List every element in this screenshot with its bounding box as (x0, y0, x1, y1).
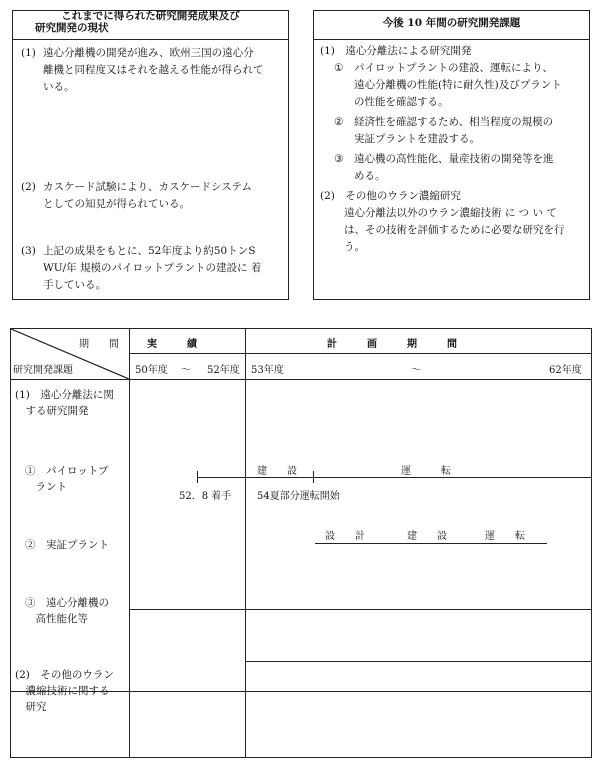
pilot-plan-bar (245, 477, 591, 478)
status-item-3-num: (3) (21, 245, 36, 257)
future-subitem-2-text: 経済性を確認するため、相当程度の規模の 実証プラントを建設する。 (354, 116, 554, 145)
pilot-plan-operate: 運 転 (401, 466, 451, 477)
demo-plan-bar (315, 543, 547, 544)
future-subitem-1-text: パイロットプラントの建設、運転により、 遠心分離機の性能(特に耐久性)及びプラント の性能を確認する。 (354, 62, 562, 108)
pilot-plan-build: 建 設 (257, 466, 297, 477)
pilot-actual-bar (197, 477, 245, 478)
future-tasks-title: 今後 10 年間の研究開発課題 (314, 11, 589, 40)
header-period-label: 期 間 (79, 339, 119, 350)
row-label-other-enrichment: (2) その他のウラン 濃縮技術に関する 研究 (15, 669, 114, 713)
pilot-operate-start-tick (313, 471, 314, 483)
actual-range-start: 50年度 (135, 365, 168, 376)
col-divider-2 (245, 329, 246, 757)
row-label-demo-plant: ② 実証プラント (25, 539, 109, 551)
status-item-1-num: (1) (21, 47, 36, 59)
current-status-title-line2: 研究開発の現状 (35, 21, 109, 34)
status-item-2-text: カスケード試験により、カスケードシステム としての知見が得られている。 (43, 181, 252, 210)
pilot-plan-note: 54夏部分運転開始 (257, 491, 340, 502)
future-subitem-2-num: ② (334, 116, 344, 128)
pilot-actual-note: 52．8 着手 (179, 491, 232, 502)
row-label-centrifuge-research: (1) 遠心分離法に関 する研究開発 (15, 389, 114, 417)
actual-range-tilde: 〜 (181, 365, 191, 376)
demo-design: 設 計 (325, 531, 365, 542)
status-item-2-num: (2) (21, 181, 36, 193)
pilot-actual-start-tick (197, 471, 198, 483)
future-tasks-box (313, 10, 590, 300)
col-divider-1 (129, 329, 130, 757)
status-item-3-text: 上記の成果をもとに、52年度より約50トンS WU/年 規模のパイロットプラントの建設に 着 手している。 (43, 245, 262, 291)
future-item-1-title: (1) 遠心分離法による研究開発 (320, 45, 472, 57)
header-mid-line (129, 353, 591, 354)
demo-operate: 運 転 (485, 531, 525, 542)
row-divider-other-bottom (11, 691, 591, 692)
status-item-1-text: 遠心分離機の開発が進み、欧州三国の遠心分 離機と同程度又はそれを越える性能が得られて いる。 (43, 47, 264, 93)
row-label-pilot-plant: ① パイロットプ ラント (25, 465, 109, 493)
actual-range-end: 52年度 (207, 365, 240, 376)
demo-build: 建 設 (407, 531, 447, 542)
row-divider-other-top (245, 661, 591, 662)
current-status-title-line1: これまでに得られた研究開発成果及び (61, 10, 240, 22)
header-plan: 計 画 期 間 (327, 339, 457, 350)
schedule-table (10, 328, 592, 758)
header-bottom-line (11, 379, 591, 380)
header-actual: 実 績 (147, 339, 197, 350)
future-subitem-3-text: 遠心機の高性能化、量産技術の開発等を進 める。 (354, 153, 554, 182)
plan-range-tilde: 〜 (411, 365, 421, 376)
row-label-centrifuge-performance: ③ 遠心分離機の 高性能化等 (25, 597, 109, 625)
plan-range-start: 53年度 (251, 365, 284, 376)
current-status-title (13, 11, 288, 40)
future-item-2-title: (2) その他のウラン濃縮研究 (320, 190, 461, 202)
current-status-box (12, 10, 289, 300)
future-subitem-1-num: ① (334, 62, 344, 74)
row-divider-performance (129, 609, 591, 610)
header-task-label: 研究開発課題 (13, 365, 73, 376)
plan-range-end: 62年度 (549, 365, 582, 376)
future-item-2-text: 遠心分離法以外のウラン濃縮技術 に つ い て は、その技術を評価するために必要な研究を行 う。 (344, 207, 565, 253)
future-subitem-3-num: ③ (334, 153, 344, 165)
